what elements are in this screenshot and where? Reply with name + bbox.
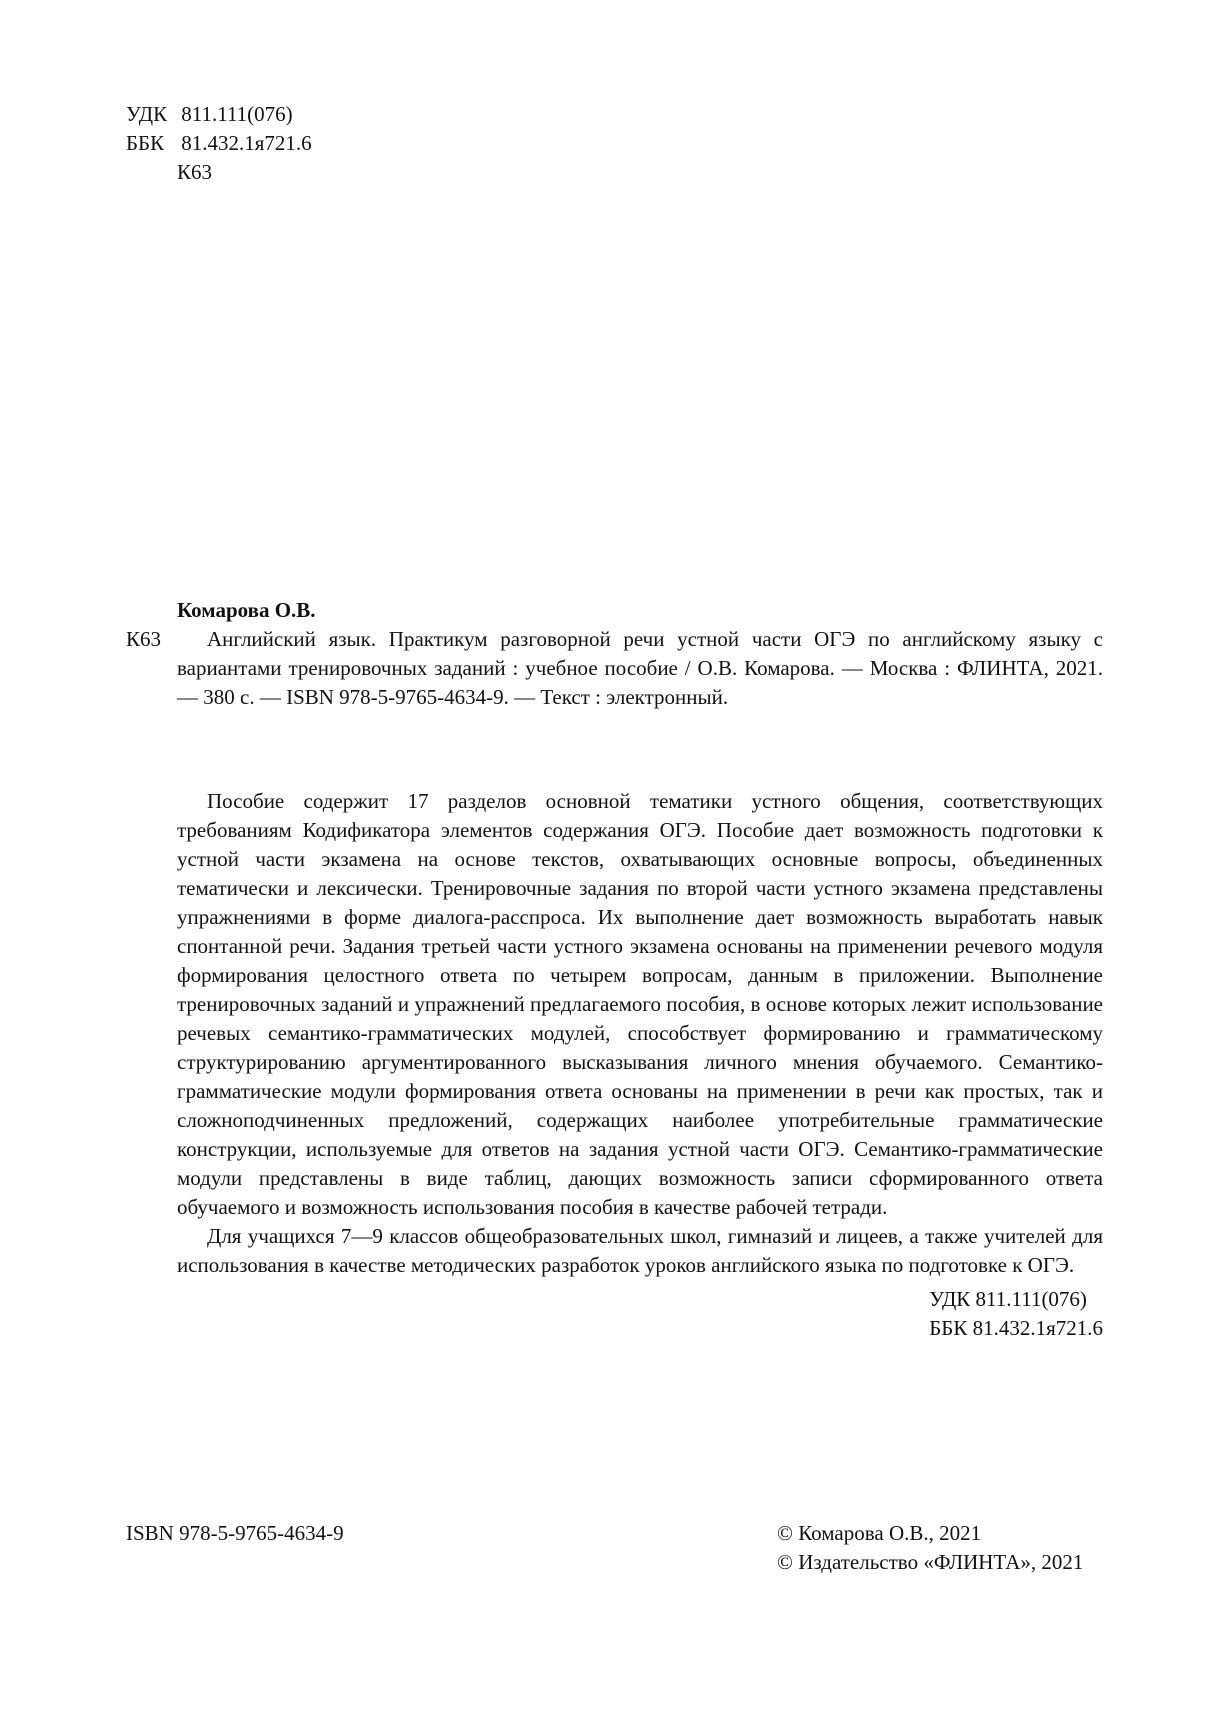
copyright-author: © Комарова О.В., 2021	[777, 1521, 982, 1545]
bbk-label: ББК	[126, 131, 165, 155]
card-author: Комарова О.В.	[177, 598, 316, 622]
bbk-row	[126, 129, 312, 158]
annotation-paragraph-1: Пособие содержит 17 разделов основной тематики устного общения, соответствующих требованиям Кодификатора элементов содержания ОГЭ. Пособие дает возможность подготовки к устной части экзамена на основе текстов, охватывающих основные вопросы, объединенных тематически и лексически. Тренировочные задания по второй части устного экзамена представлены упражнениями в форме диалога-расспроса. Их выполнение дает возможность выработать навык спонтанной речи. Задания третьей части устного экзамена основаны на применении речевого модуля формирования целостного ответа по четырем вопросам, данным в приложении. Выполнение тренировочных заданий и упражнений предлагаемого пособия, в основе которых лежит использование речевых семантико-грамматических модулей, способствует формированию и грамматическому структурированию аргументированного высказывания личного мнения обучаемого. Семантико-грамматические модули формирования ответа основаны на применении в речи как простых, так и сложноподчиненных предложений, содержащих наиболее употребительные грамматические конструкции, используемые для ответов на задания устной части ОГЭ. Семантико-грамматические модули представлены в виде таблиц, дающих возможность записи сформированного ответа обучаемого и возможность использования пособия в качестве рабочей тетради.	[177, 789, 1103, 1219]
bbk-bottom: ББК 81.432.1я721.6	[929, 1316, 1103, 1340]
copyright-block	[777, 1519, 1083, 1577]
catalog-codes-bottom	[929, 1285, 1103, 1343]
udk-value: 811.111(076)	[181, 102, 293, 126]
bbk-value: 81.432.1я721.6	[181, 131, 312, 155]
author-mark-top: К63	[177, 160, 213, 184]
card-entry	[126, 625, 1103, 712]
udk-row	[126, 100, 312, 129]
annotation-paragraph-2: Для учащихся 7—9 классов общеобразовательных школ, гимназий и лицеев, а также учителей для использования в качестве методических разработок уроков английского языка по подготовке к ОГЭ.	[177, 1224, 1103, 1277]
copyright-publisher: © Издательство «ФЛИНТА», 2021	[777, 1550, 1084, 1574]
isbn: ISBN 978-5-9765-4634-9	[126, 1521, 344, 1545]
catalog-codes-top	[126, 100, 312, 187]
udk-bottom: УДК 811.111(076)	[929, 1287, 1087, 1311]
udk-label: УДК	[126, 102, 168, 126]
bibliographic-card	[126, 596, 1103, 712]
card-author-mark: К63	[126, 627, 162, 651]
annotation	[177, 787, 1103, 1280]
card-description: Английский язык. Практикум разговорной речи устной части ОГЭ по английскому языку с вариантами тренировочных заданий : учебное пособие / О.В. Комарова. — Москва : ФЛИНТА, 2021. — 380 с. — ISBN 978-5-9765-4634-9. — Текст : электронный.	[177, 627, 1103, 709]
